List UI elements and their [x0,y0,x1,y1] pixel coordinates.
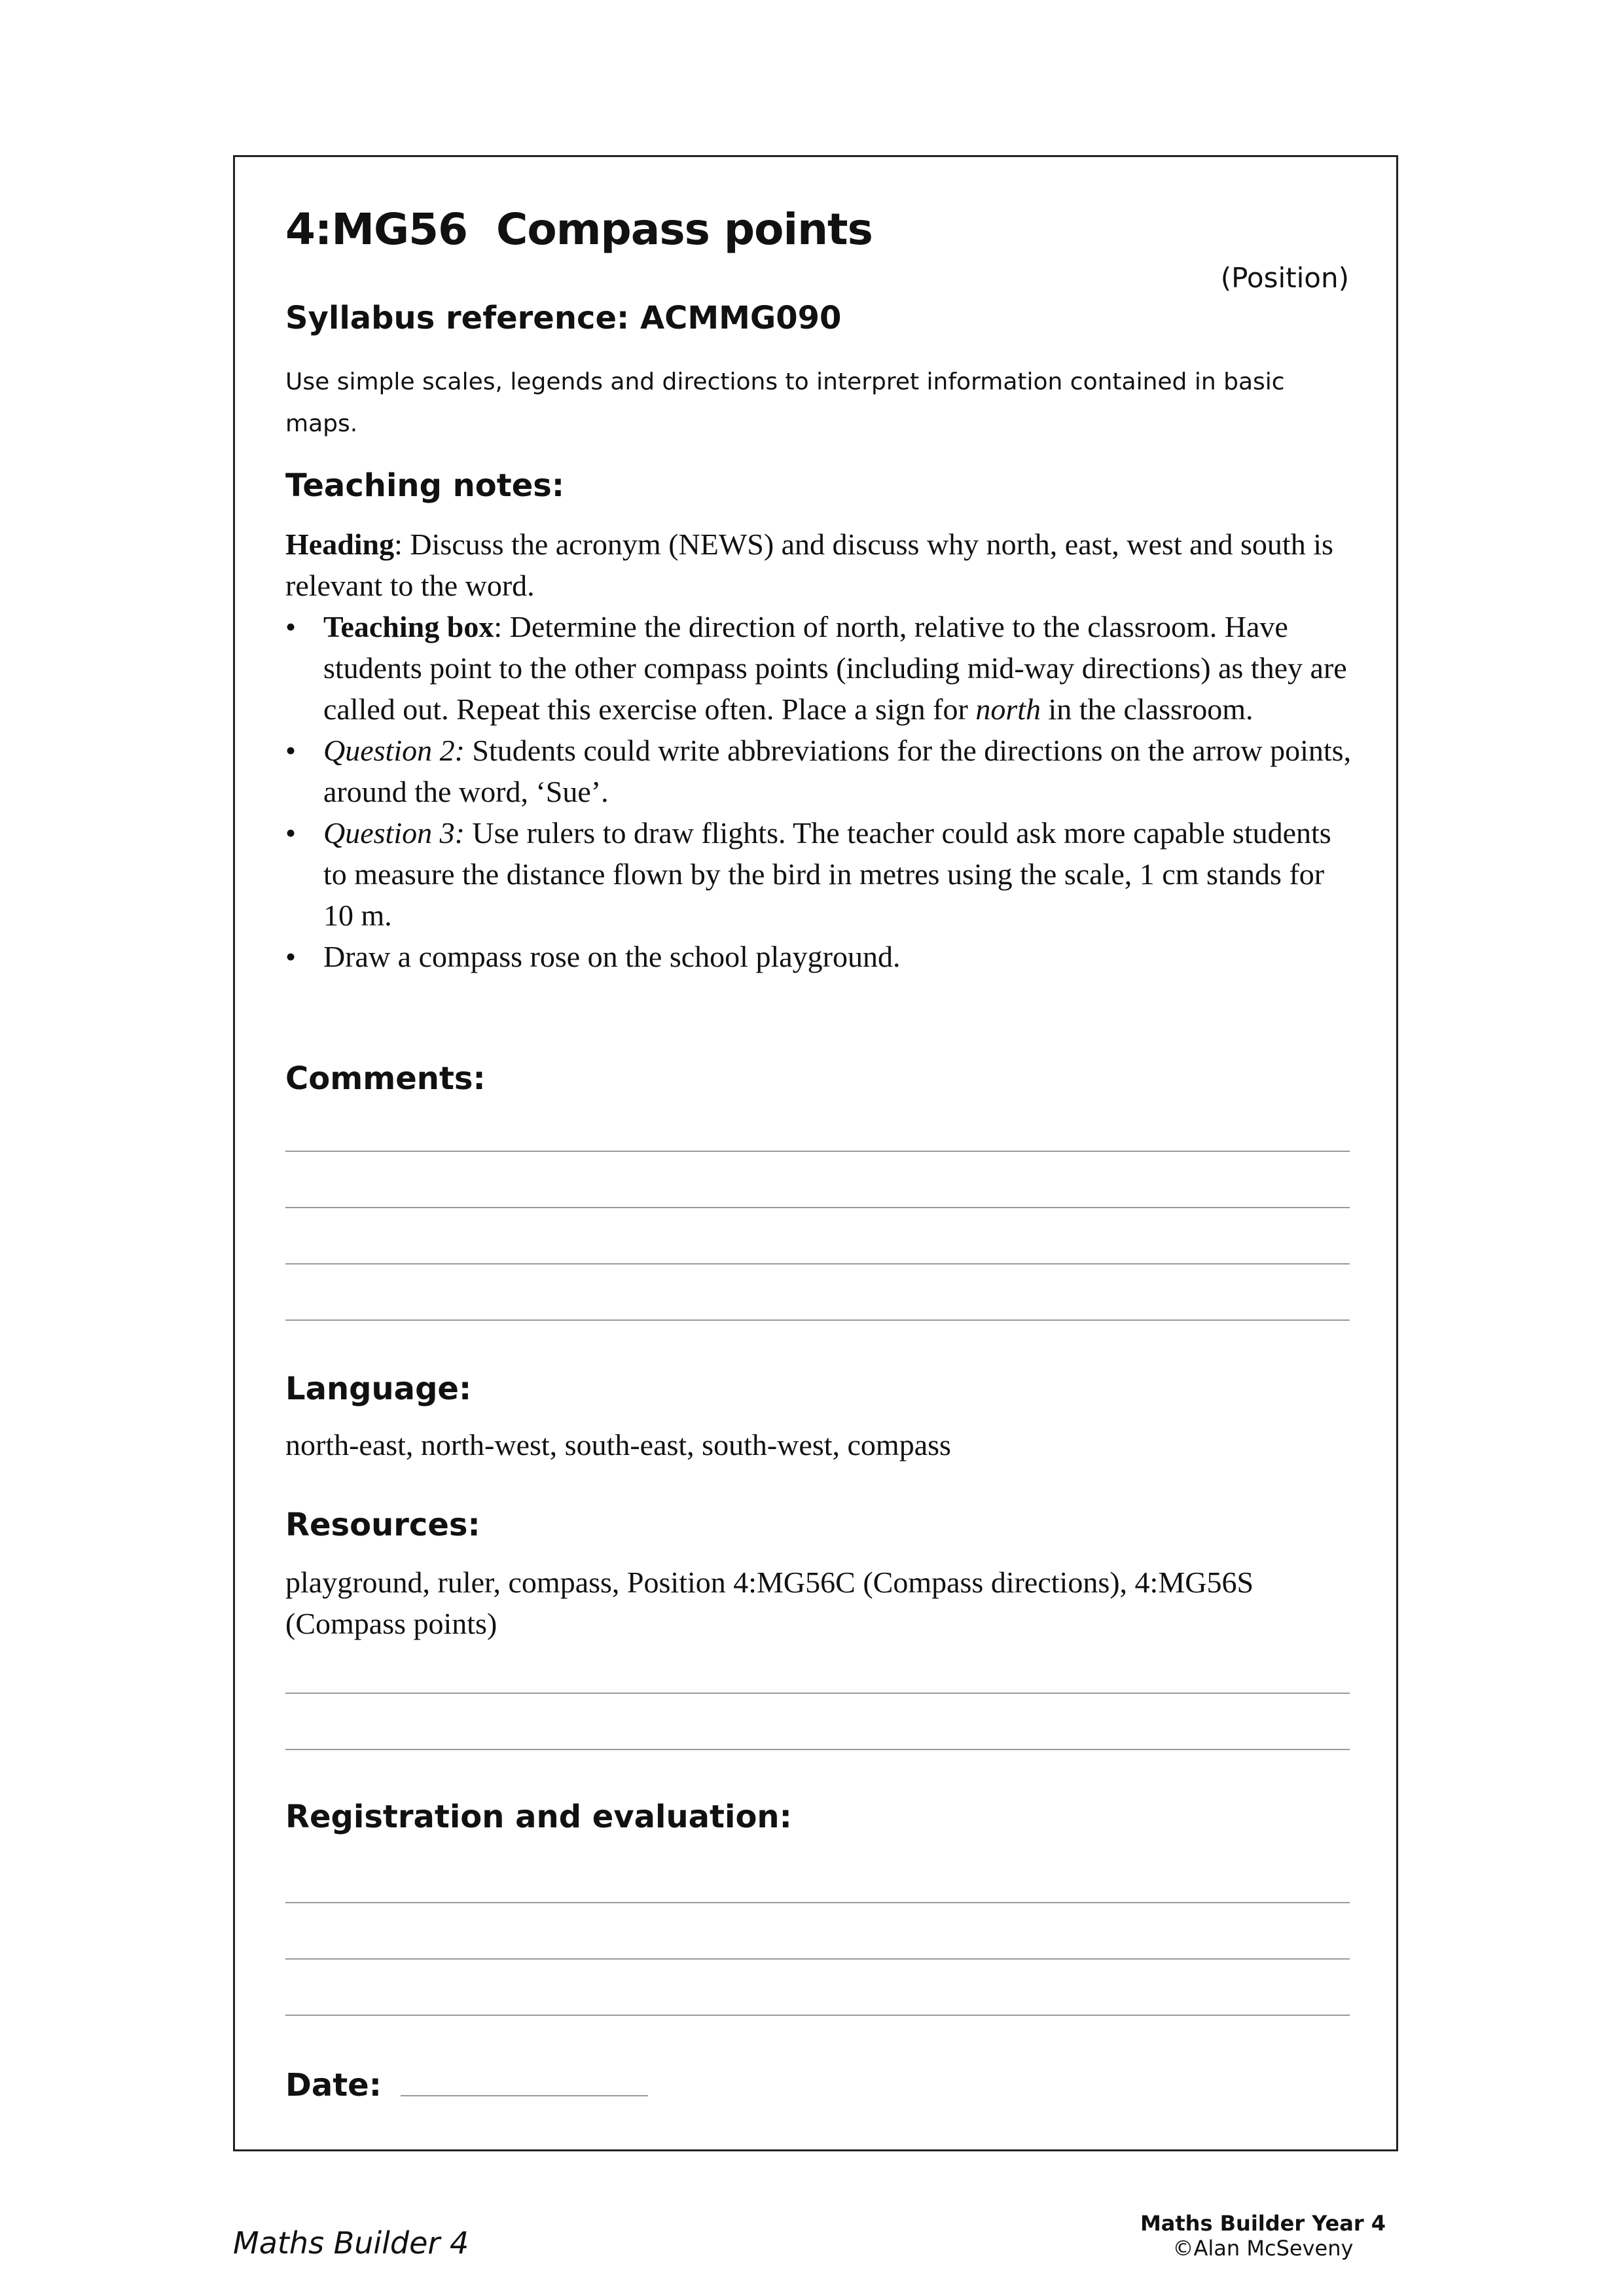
list-item [285,936,1359,977]
resources-heading: Resources: [285,1507,480,1543]
bullet-label: Teaching box [323,610,494,643]
strand-label: (Position) [1220,262,1349,294]
page-title [285,204,873,255]
resources-line[interactable] [285,1749,1350,1750]
bullet-text: Use rulers to draw flights. The teacher could ask more capable students to measure the distance flown by the bird in metres using the scale, 1 cm stands for 10 m. [323,816,1331,932]
bullet-tail: in the classroom. [1041,692,1254,726]
footer-copyright: ©Alan McSeveny [1172,2236,1354,2261]
comments-heading: Comments: [285,1060,486,1097]
bullet-italic: north [975,692,1041,726]
syllabus-description: Use simple scales, legends and directions to interpret information contained in basic maps. [285,368,1285,437]
bullet-text: : Determine the direction of north, relative to the classroom. Have students point to the other compass points (including mid-way directions) as they are called out. Repeat this exercise often. Place a sign for [323,610,1347,726]
bullet: • [285,734,297,767]
bullet-label: Question 2: [323,734,465,767]
resources-line[interactable] [285,1693,1350,1694]
intro-text: : Discuss the acronym (NEWS) and discuss why north, east, west and south is relevant to the word. [285,528,1333,602]
intro-label: Heading [285,528,395,561]
footer-credit [1140,2211,1386,2261]
comments-line[interactable] [285,1151,1350,1152]
teaching-notes-intro [285,524,1359,606]
registration-heading: Registration and evaluation: [285,1799,792,1835]
topic-title: Compass points [496,204,873,255]
list-item [285,730,1359,812]
list-item [285,812,1359,936]
bullet: • [285,940,297,973]
language-text: north-east, north-west, south-east, south-west, compass [285,1428,951,1462]
teaching-notes-heading: Teaching notes: [285,467,565,504]
comments-line[interactable] [285,1207,1350,1208]
date-field[interactable] [401,2095,648,2096]
date-label: Date: [285,2067,382,2104]
outcome-code: 4:MG56 [285,204,468,255]
comments-line[interactable] [285,1319,1350,1321]
syllabus-heading: Syllabus reference: ACMMG090 [285,300,842,336]
page-frame [233,155,1398,2151]
registration-line[interactable] [285,1958,1350,1960]
bullet-text: Students could write abbreviations for the directions on the arrow points, around the word, ‘Sue’. [323,734,1352,808]
registration-line[interactable] [285,1902,1350,1903]
footer-book-title: Maths Builder Year 4 [1140,2211,1386,2236]
resources-text: playground, ruler, compass, Position 4:MG56C (Compass directions), 4:MG56S (Compass points) [285,1566,1254,1640]
language-heading: Language: [285,1371,472,1407]
bullet: • [285,610,297,643]
list-item [285,606,1359,730]
registration-line[interactable] [285,2015,1350,2016]
teaching-notes-list [285,606,1359,977]
footer-brand: Maths Builder 4 [233,2225,469,2261]
bullet: • [285,816,297,850]
bullet-label: Question 3: [323,816,465,850]
bullet-text: Draw a compass rose on the school playground. [323,940,901,973]
comments-line[interactable] [285,1263,1350,1265]
